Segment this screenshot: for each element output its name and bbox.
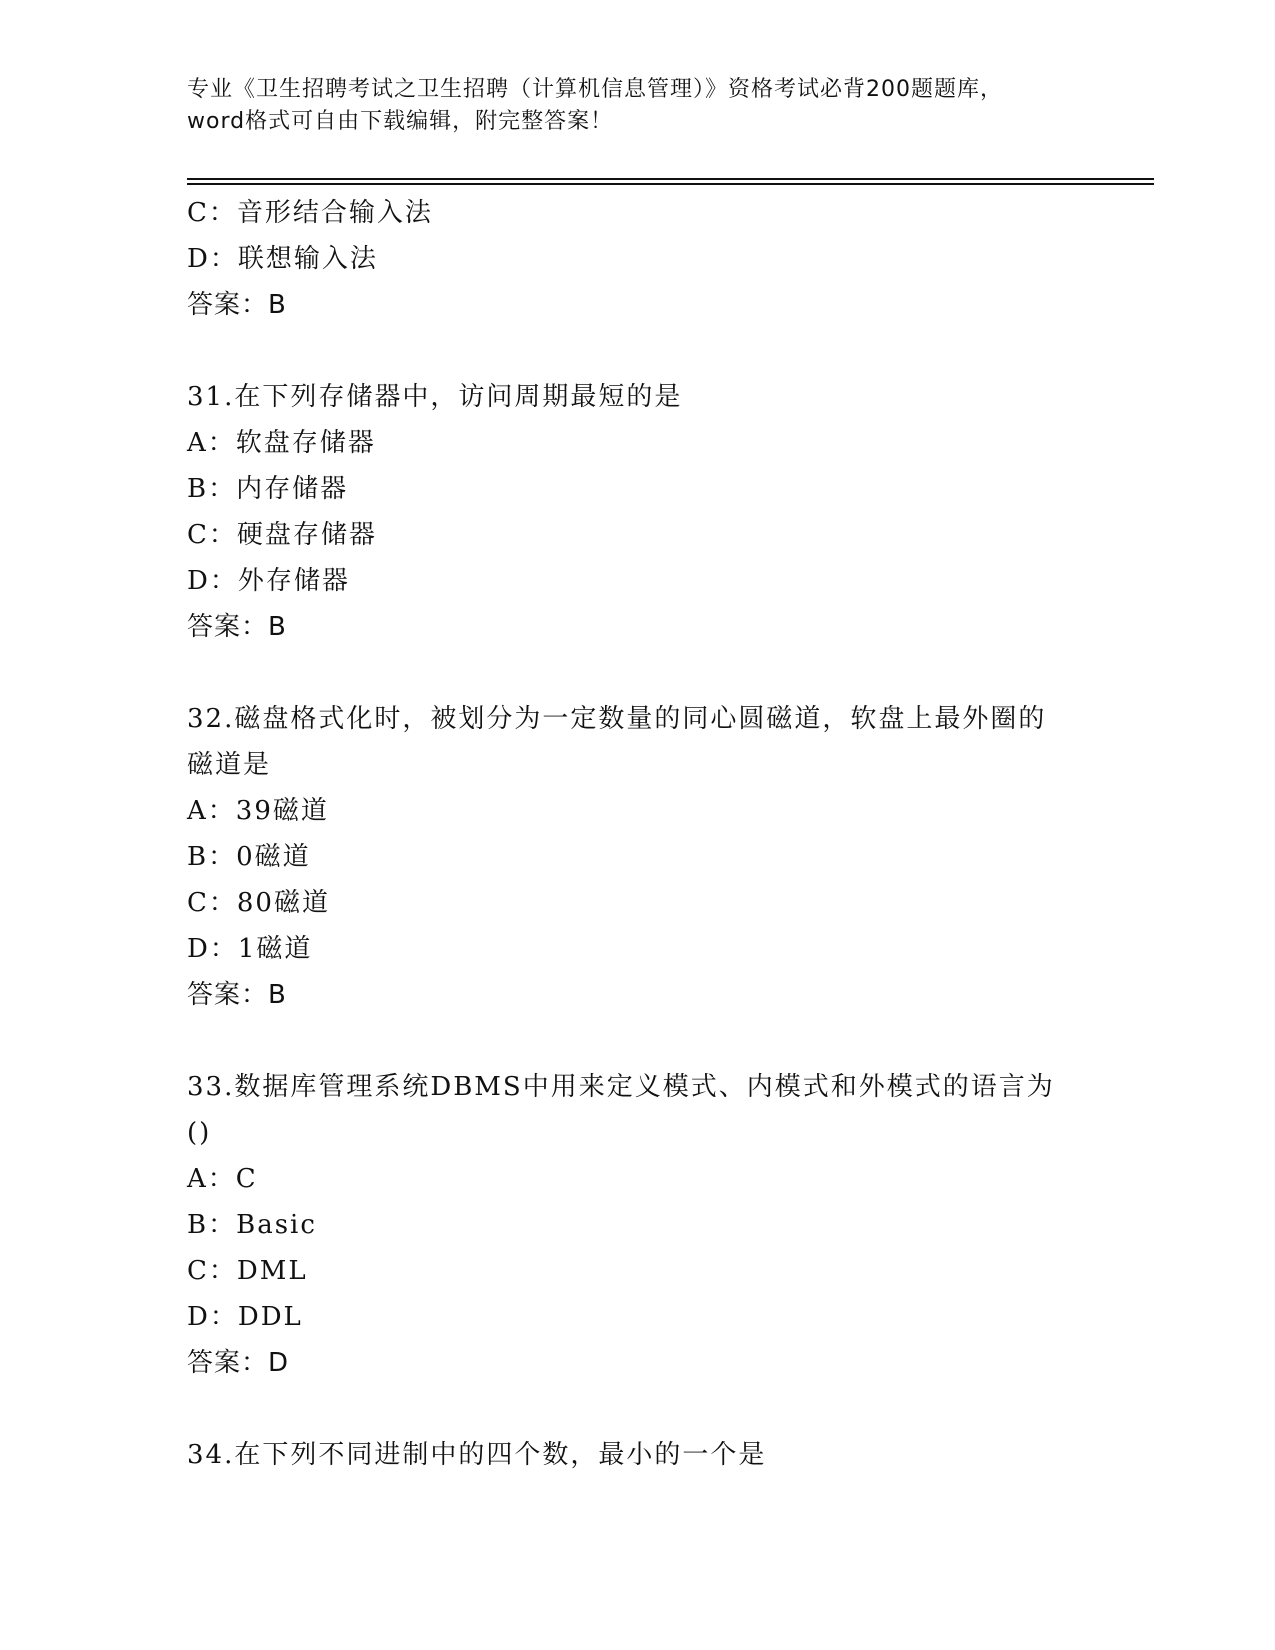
option-b: B：Basic <box>187 1210 317 1240</box>
option-d: D：DDL <box>187 1302 303 1332</box>
question-stem: 34.在下列不同进制中的四个数，最小的一个是 <box>187 1440 767 1470</box>
option-a: A：软盘存储器 <box>187 428 376 458</box>
option-b: B：内存储器 <box>187 474 349 504</box>
spacer <box>187 1386 1107 1432</box>
previous-question-fragment <box>187 190 1107 328</box>
option-b: B：0磁道 <box>187 842 311 872</box>
header-divider-bottom <box>187 183 1154 185</box>
answer-text: 答案：D <box>187 1348 290 1378</box>
option-a: A：C <box>187 1164 258 1194</box>
question-content <box>187 190 1107 1478</box>
option-c: C：音形结合输入法 <box>187 198 433 228</box>
spacer <box>187 650 1107 696</box>
answer-text: 答案：B <box>187 980 287 1010</box>
question-31 <box>187 374 1107 650</box>
option-d: D：1磁道 <box>187 934 313 964</box>
header-divider-top <box>187 178 1154 180</box>
document-header <box>187 74 1087 138</box>
question-32 <box>187 696 1107 1018</box>
option-c: C：硬盘存储器 <box>187 520 377 550</box>
header-line-2: word格式可自由下载编辑，附完整答案！ <box>187 109 614 134</box>
option-c: C：DML <box>187 1256 308 1286</box>
question-34 <box>187 1432 1107 1478</box>
question-stem: 32.磁盘格式化时，被划分为一定数量的同心圆磁道，软盘上最外圈的 <box>187 704 1047 734</box>
spacer <box>187 1018 1107 1064</box>
question-33 <box>187 1064 1107 1386</box>
option-c: C：80磁道 <box>187 888 330 918</box>
option-d: D：联想输入法 <box>187 244 378 274</box>
question-stem: 33.数据库管理系统DBMS中用来定义模式、内模式和外模式的语言为 <box>187 1072 1055 1102</box>
question-stem: 31.在下列存储器中，访问周期最短的是 <box>187 382 683 412</box>
question-stem-continued: () <box>187 1118 212 1148</box>
header-line-1: 专业《卫生招聘考试之卫生招聘（计算机信息管理）》资格考试必背200题题库， <box>187 77 1003 102</box>
answer-text: 答案：B <box>187 612 287 642</box>
option-a: A：39磁道 <box>187 796 329 826</box>
spacer <box>187 328 1107 374</box>
option-d: D：外存储器 <box>187 566 350 596</box>
question-stem-continued: 磁道是 <box>187 750 272 780</box>
answer-text: 答案：B <box>187 290 287 320</box>
